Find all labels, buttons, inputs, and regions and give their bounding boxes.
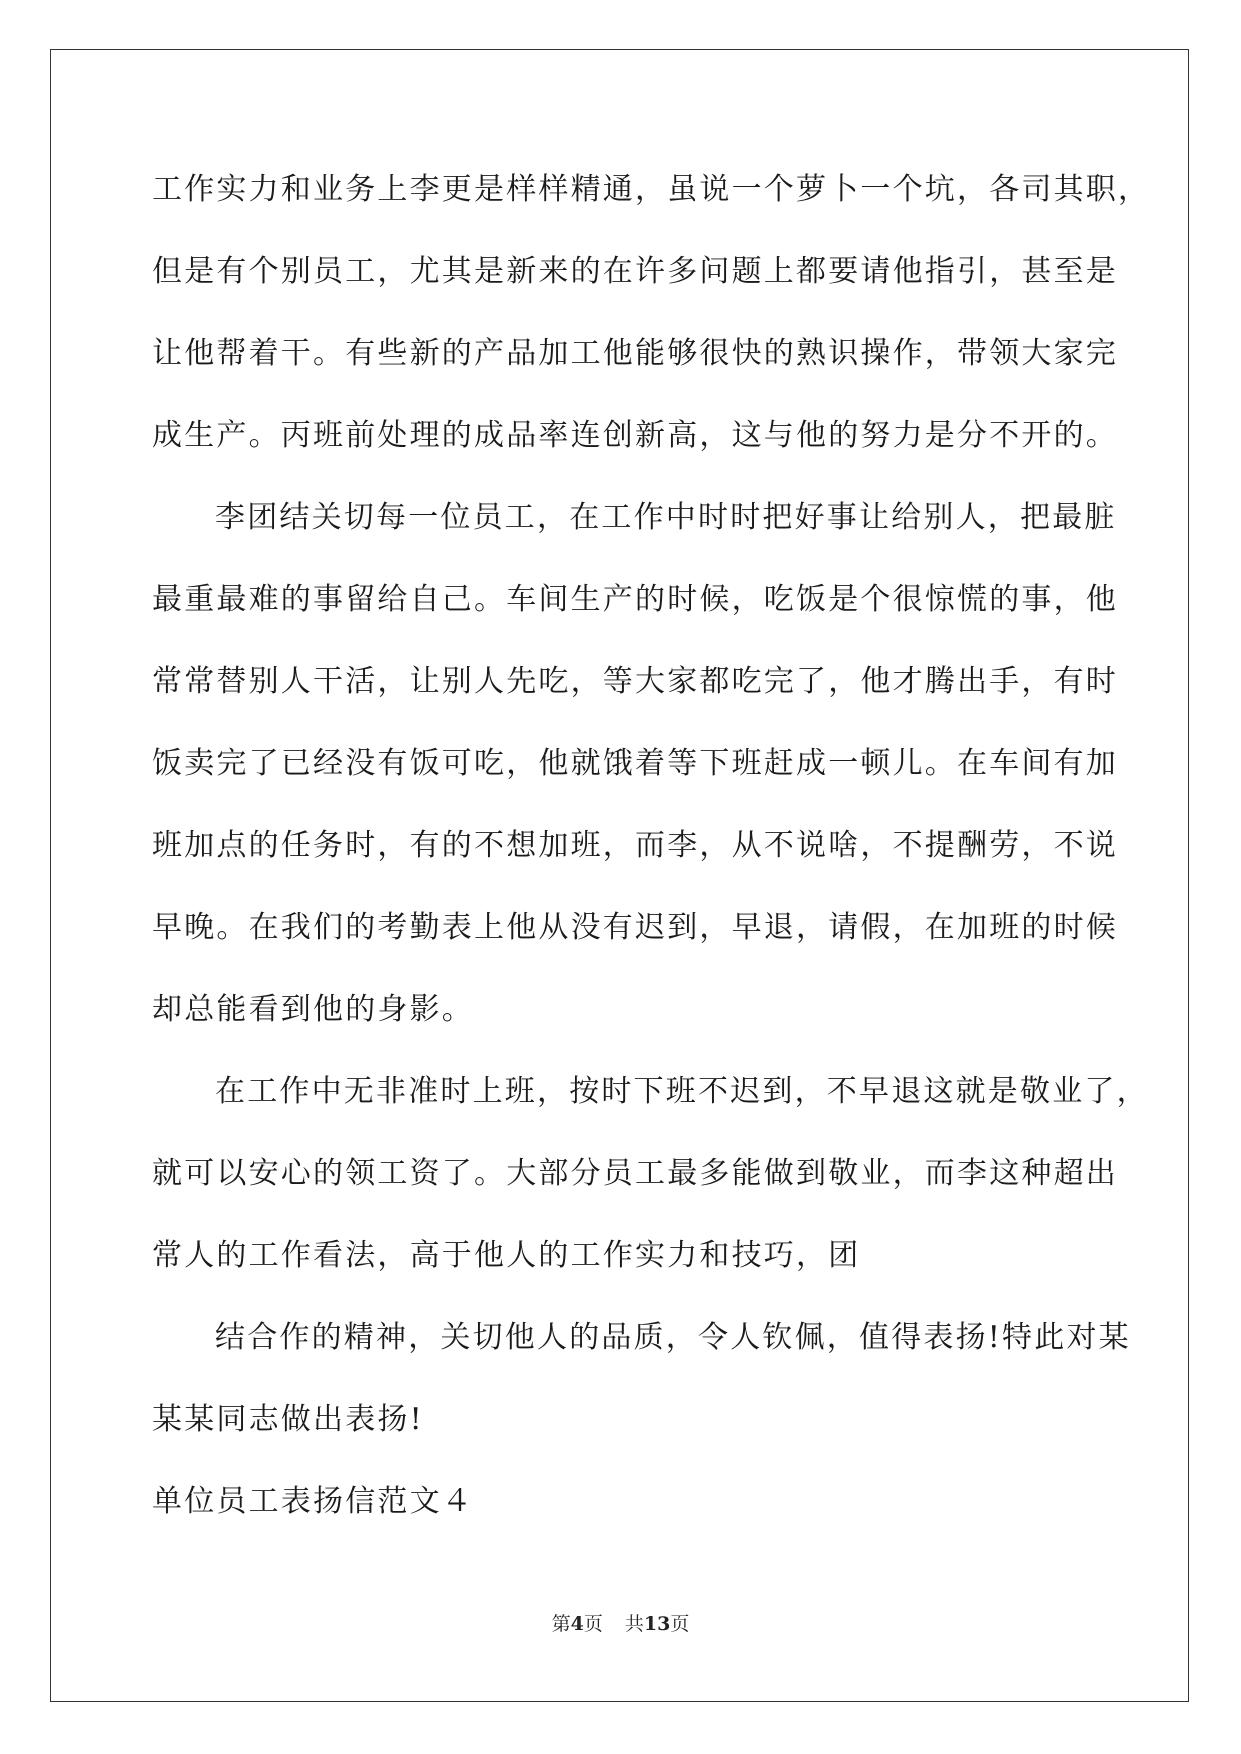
page-footer (0, 1609, 1241, 1636)
page-suffix: 页 (583, 1613, 603, 1635)
total-suffix: 页 (670, 1613, 690, 1635)
total-pages: 13 (643, 1613, 671, 1635)
text-line: 早晚。在我们的考勤表上他从没有迟到，早退，请假，在加班的时候 (152, 910, 1118, 945)
text-line: 班加点的任务时，有的不想加班，而李，从不说啥，不提酬劳，不说 (152, 828, 1118, 863)
text-line: 饭卖完了已经没有饭可吃，他就饿着等下班赶成一顿儿。在车间有加 (152, 746, 1118, 781)
total-prefix: 共 (624, 1613, 644, 1635)
text-line: 却总能看到他的身影。 (152, 992, 474, 1027)
text-line: 某某同志做出表扬! (152, 1402, 424, 1437)
document-body (152, 160, 1151, 1554)
paragraph-first-line: 在工作中无非准时上班，按时下班不迟到，不早退这就是敬业了， (215, 1074, 1149, 1109)
page-number: 4 (570, 1613, 584, 1635)
text-line: 但是有个别员工，尤其是新来的在许多问题上都要请他指引，甚至是 (152, 254, 1118, 289)
text-line: 让他帮着干。有些新的产品加工他能够很快的熟识操作，带领大家完 (152, 336, 1118, 371)
page-prefix: 第 (551, 1613, 571, 1635)
text-line: 常常替别人干活，让别人先吃，等大家都吃完了，他才腾出手，有时 (152, 664, 1118, 699)
paragraph-first-line: 李团结关切每一位员工，在工作中时时把好事让给别人，把最脏 (215, 500, 1117, 535)
text-line: 就可以安心的领工资了。大部分员工最多能做到敬业，而李这种超出 (152, 1156, 1118, 1191)
section-heading: 单位员工表扬信范文４ (152, 1484, 474, 1519)
text-line: 工作实力和业务上李更是样样精通，虽说一个萝卜一个坑，各司其职， (152, 172, 1151, 207)
text-line: 成生产。丙班前处理的成品率连创新高，这与他的努力是分不开的。 (152, 418, 1118, 453)
text-line: 常人的工作看法，高于他人的工作实力和技巧，团 (152, 1238, 861, 1273)
text-line: 最重最难的事留给自己。车间生产的时候，吃饭是个很惊慌的事，他 (152, 582, 1118, 617)
paragraph-first-line: 结合作的精神，关切他人的品质，令人钦佩，值得表扬!特此对某 (215, 1320, 1131, 1355)
